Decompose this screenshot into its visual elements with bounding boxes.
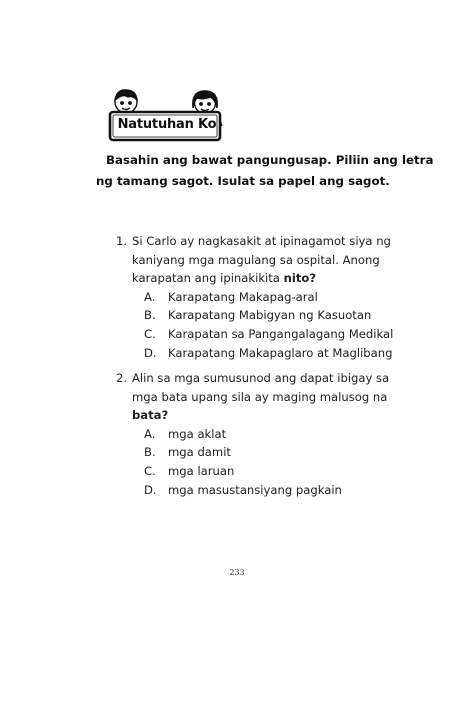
answer-option	[144, 344, 416, 363]
children-illustration	[106, 88, 224, 142]
answer-option	[144, 462, 416, 481]
section-header-badge	[106, 88, 224, 142]
option-letter: D.	[144, 483, 157, 498]
question-1	[116, 232, 416, 363]
option-letter: B.	[144, 308, 156, 323]
question-2	[116, 369, 416, 500]
option-text: mga aklat	[168, 426, 227, 441]
instructions	[96, 150, 434, 192]
option-text: mga masustansiyang pagkain	[168, 483, 342, 498]
option-text: mga laruan	[168, 464, 235, 479]
answer-option	[144, 325, 416, 344]
page-number: 233	[229, 568, 245, 577]
instructions-line-1: Basahin ang bawat pangungusap. Piliin ang letra	[106, 153, 434, 167]
answer-option	[144, 288, 416, 307]
option-text: Karapatang Mabigyan ng Kasuotan	[168, 308, 372, 323]
question-number: 2.	[116, 371, 128, 385]
answer-options	[116, 288, 416, 363]
answer-option	[144, 425, 416, 444]
answer-option	[144, 443, 416, 462]
question-text-line: kaniyang mga magulang sa ospital. Anong	[132, 252, 380, 267]
question-text-line: bata?	[132, 408, 169, 422]
option-letter: D.	[144, 346, 157, 361]
question-text	[132, 232, 402, 288]
question-text	[132, 369, 402, 425]
question-text-line: karapatan ang ipinakikita nito?	[132, 271, 317, 285]
question-text-line: mga bata upang sila ay maging malusog na	[132, 389, 388, 404]
option-letter: C.	[144, 327, 156, 342]
option-text: mga damit	[168, 445, 231, 460]
badge-title: Natutuhan Ko	[117, 117, 217, 132]
answer-option	[144, 306, 416, 325]
question-text-line: Si Carlo ay nagkasakit at ipinagamot siya ng	[132, 234, 391, 248]
option-text: Karapatang Makapag-aral	[168, 289, 318, 304]
question-number: 1.	[116, 234, 128, 248]
answer-option	[144, 481, 416, 500]
option-letter: B.	[144, 445, 156, 460]
option-letter: A.	[144, 289, 156, 304]
option-letter: C.	[144, 464, 156, 479]
question-text-line: Alin sa mga sumusunod ang dapat ibigay sa	[132, 371, 390, 385]
answer-options	[116, 425, 416, 500]
option-text: Karapatan sa Pangangalagang Medikal	[168, 327, 394, 342]
instructions-line-2: ng tamang sagot. Isulat sa papel ang sagot.	[96, 174, 390, 188]
option-text: Karapatang Makapaglaro at Maglibang	[168, 346, 393, 361]
option-letter: A.	[144, 426, 156, 441]
